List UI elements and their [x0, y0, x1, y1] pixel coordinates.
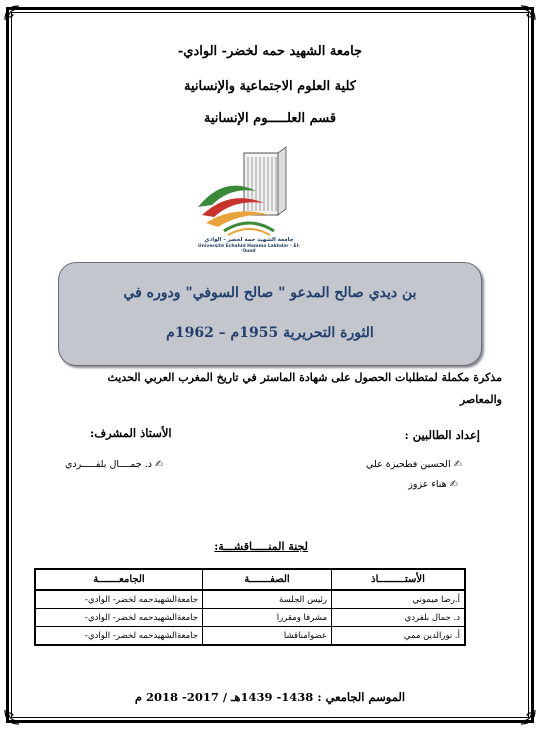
corner-ornament-icon [519, 4, 537, 22]
university-name: جامعة الشهيد حمه لخضر- الوادي- [177, 44, 363, 59]
pen-icon: ✍ [453, 459, 462, 470]
thesis-title-box [58, 262, 482, 366]
academic-year: الموسم الجامعي : 1438- 1439هـ / 2017- 2018 م [134, 690, 406, 704]
students-label: إعداد الطالبين : [404, 428, 480, 442]
role-cell: مشرفا ومقررا [203, 609, 332, 627]
committee-title: لجنة المنـــــاقشـــة: [214, 540, 308, 553]
column-header-university: الجامعـــــــة [35, 569, 203, 590]
memo-description-line2: والمعاصر [459, 393, 502, 406]
thesis-title-line1: بن ديدي صالح المدعو " صالح السوفي" ودوره في [123, 285, 417, 301]
memo-description-line1: مذكرة مكملة لمتطلبات الحصول على شهادة الماستر في تاريخ المغرب العربي الحديث [107, 371, 502, 384]
professor-cell: أ. نورالدين ممي [332, 627, 466, 646]
corner-ornament-icon [3, 4, 21, 22]
column-header-role: الصفـــــــة [203, 569, 332, 590]
role-cell: رئيس الجلسة [203, 590, 332, 609]
student-name: ✍الحسين فطحيزة علي [366, 459, 462, 470]
professor-cell: أ.رضا ميموني [332, 590, 466, 609]
university-cell: جامعةالشهيدحمه لخضر- الوادي- [35, 609, 203, 627]
department-name: قسم العلـــــوم الإنسانية [203, 111, 337, 126]
pen-icon: ✍ [155, 459, 164, 470]
table-row [35, 590, 465, 609]
corner-ornament-icon [519, 708, 537, 726]
university-cell: جامعةالشهيدحمه لخضر- الوادي- [35, 627, 203, 646]
logo-caption-french: Université Echahid Hamma Lakhdar - El-Oued [198, 244, 300, 254]
table-header-row [35, 569, 465, 590]
corner-ornament-icon [3, 708, 21, 726]
logo-caption-arabic: جامعة الشهيد حمه لخضر - الوادي [204, 237, 294, 243]
faculty-name: كلية العلوم الاجتماعية والإنسانية [184, 79, 356, 94]
thesis-title-line2: الثورة التحريرية 1955م – 1962م [166, 325, 374, 341]
role-cell: عضوامناقشا [203, 627, 332, 646]
committee-table [34, 568, 466, 646]
table-row [35, 609, 465, 627]
column-header-professor: الأستـــــــــاذ [332, 569, 466, 590]
university-logo-icon [194, 145, 304, 248]
supervisor-name: ✍د. جمــــال بلفـــــردي [65, 459, 164, 470]
pen-icon: ✍ [449, 479, 458, 490]
student-name: ✍هناء عزوز [408, 479, 458, 490]
university-cell: جامعةالشهيدحمه لخضر- الوادي- [35, 590, 203, 609]
table-row [35, 627, 465, 646]
supervisor-label: الأستاذ المشرف: [90, 426, 172, 440]
professor-cell: د. جمال بلفردي [332, 609, 466, 627]
